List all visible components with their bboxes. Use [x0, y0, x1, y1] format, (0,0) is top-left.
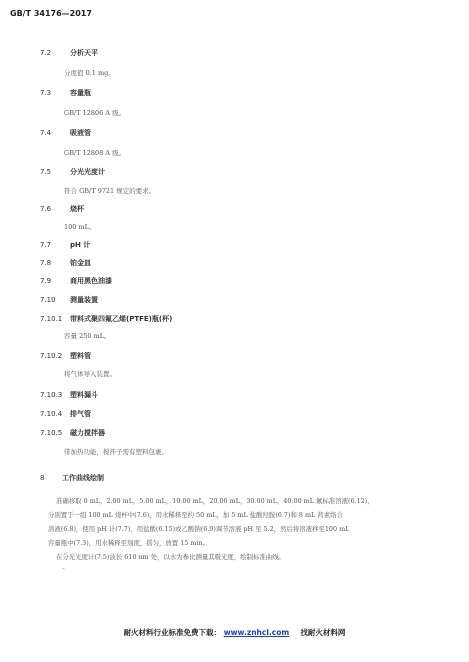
section-7-3: 7.3 容量瓶 [40, 89, 91, 97]
paragraph-line: 分别置于一组 100 mL 烧杯中(7.6)，用水稀释至约 50 mL，加 5 mL 盐酸羟胺(6.7)和 8 mL 茜素络合 [48, 511, 343, 519]
section-8: 8 工作曲线绘制 [40, 474, 104, 482]
section-7-10-3: 7.10.3 塑料漏斗 [40, 391, 98, 399]
section-7-10-1: 7.10.1 带料式聚四氟乙烯(PTFE)瓶(杯) [40, 315, 173, 323]
section-7-6-body: 100 mL。 [64, 223, 96, 231]
section-7-10-2-body: 将气体导入装置。 [64, 370, 116, 378]
section-7-10-4: 7.10.4 排气管 [40, 410, 91, 418]
section-7-3-body: GB/T 12806 A 级。 [64, 109, 126, 117]
footer-text-after: 找耐火材料网 [300, 628, 346, 637]
section-7-2: 7.2 分析天平 [40, 49, 98, 57]
section-7-2-body: 分度值 0.1 mg。 [64, 69, 115, 77]
section-7-10: 7.10 测量装置 [40, 296, 98, 304]
footer-link[interactable]: www.znhcl.com [223, 628, 290, 637]
section-7-5: 7.5 分光光度计 [40, 168, 105, 176]
section-7-4: 7.4 吸液管 [40, 129, 91, 137]
section-7-10-5-body: 带加热功能，搅拌子需有塑料包裹。 [64, 448, 168, 456]
section-7-8: 7.8 铂金皿 [40, 259, 91, 267]
paragraph-line: 溶液(6.8)，使用 pH 计(7.7)，用盐酸(6.15)或乙酸钠(6.9)调节溶液 pH 至 5.2，然后将溶液移至100 mL [48, 525, 350, 533]
section-7-4-body: GB/T 12808 A 级。 [64, 149, 126, 157]
section-7-7: 7.7 pH 计 [40, 241, 91, 249]
footer-banner [0, 627, 469, 638]
paragraph-line: 在分光光度计(7.5)波长 610 nm 处，以水为参比测量其吸光度，绘制标准曲线。 [56, 553, 285, 561]
stray-mark: ˘ [62, 568, 65, 575]
paragraph-line: 容量瓶中(7.3)，用水稀释至刻度，摇匀，放置 15 min。 [48, 539, 209, 547]
section-7-10-2: 7.10.2 塑料管 [40, 352, 91, 360]
standard-number: GB/T 34176—2017 [10, 9, 92, 18]
footer-text-before: 耐火材料行业标准免费下载： [123, 628, 222, 637]
section-7-6: 7.6 烧杯 [40, 205, 84, 213]
section-7-5-body: 符合 GB/T 9721 规定的要求。 [64, 187, 156, 195]
paragraph-line: 准确移取 0 mL，2.00 mL，5.00 mL，10.00 mL，20.00 mL，30.00 mL，40.00 mL 氟标准溶液(6.12)， [56, 497, 374, 505]
section-7-9: 7.9 商用黑色油漆 [40, 277, 112, 285]
section-7-10-1-body: 容量 250 mL。 [64, 332, 111, 340]
section-7-10-5: 7.10.5 磁力搅拌器 [40, 429, 105, 437]
